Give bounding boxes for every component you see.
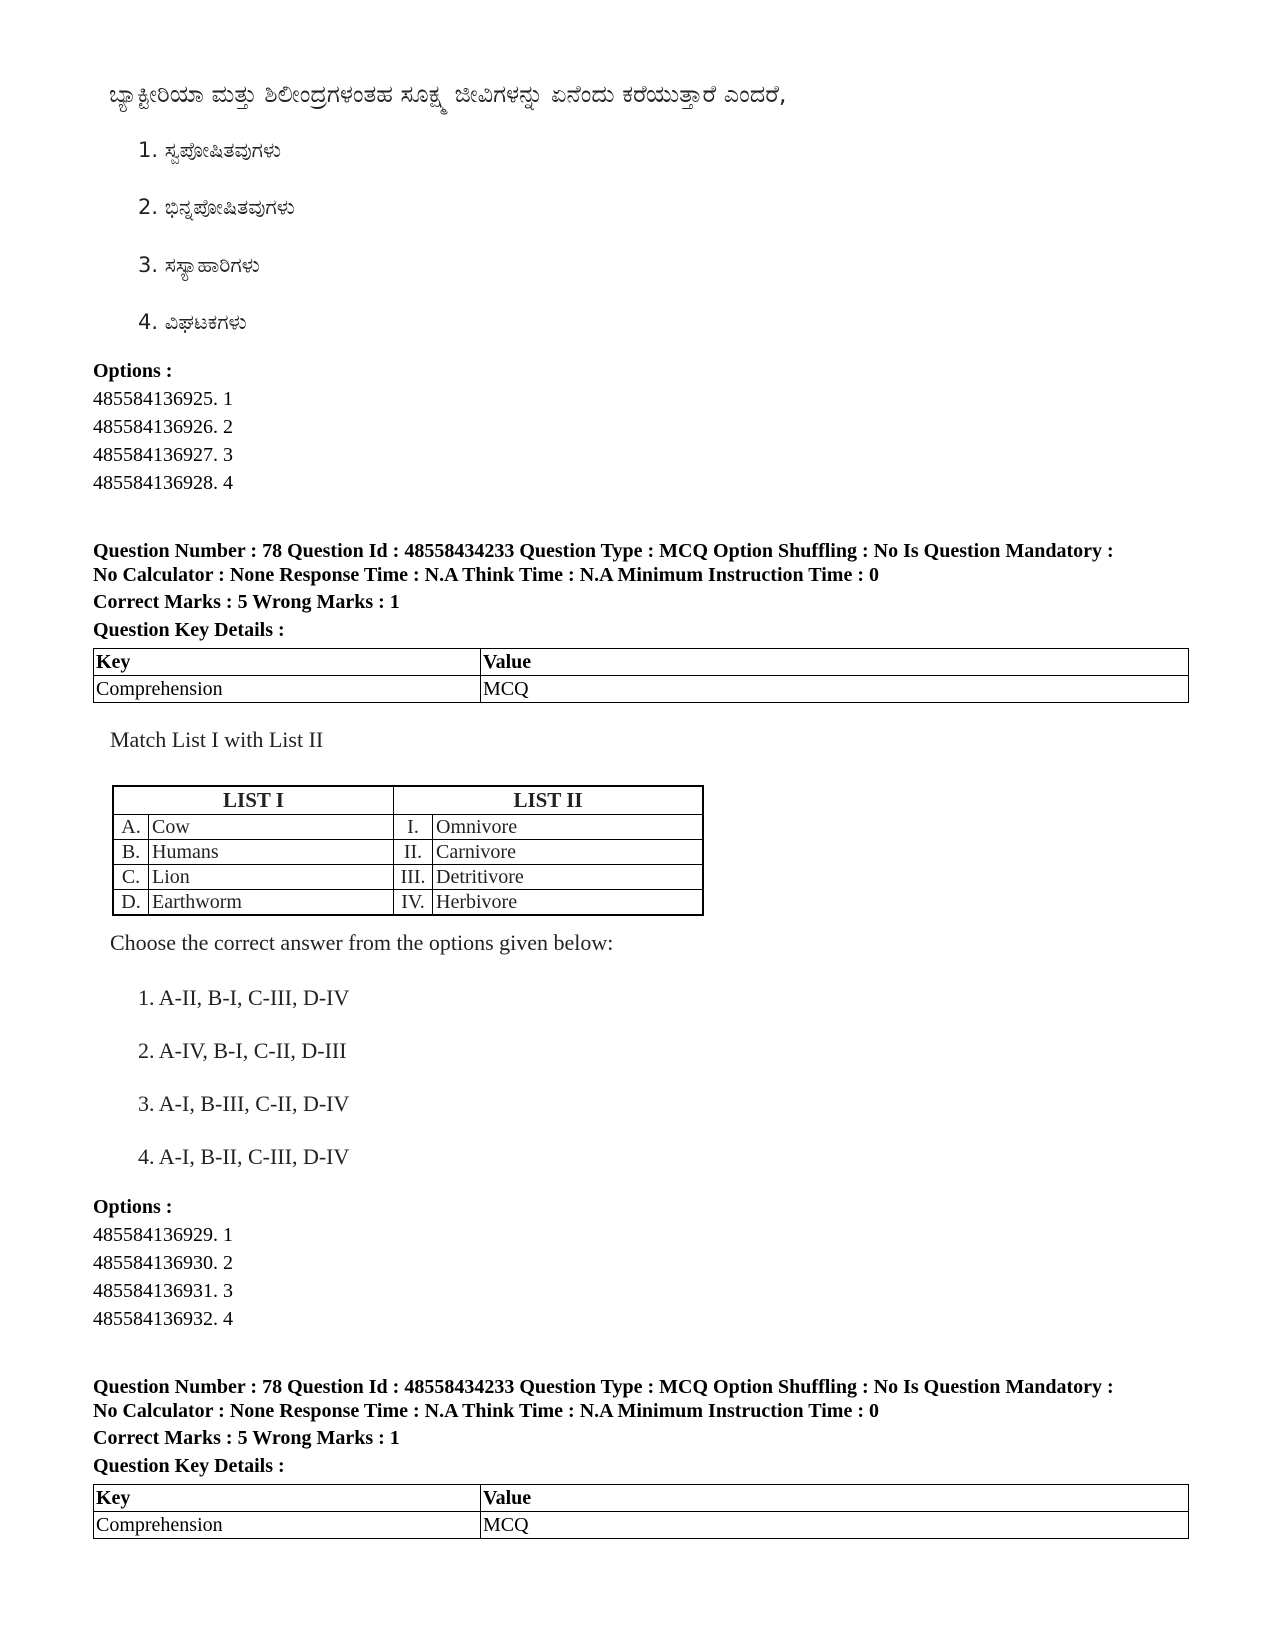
row-letter: A. (113, 815, 149, 840)
options-label: Options : (93, 1196, 173, 1218)
option-line: 485584136931. 3 (93, 1280, 233, 1302)
match-table-header-row (113, 786, 703, 815)
option-line: 485584136928. 4 (93, 472, 233, 494)
match-table-row (113, 815, 703, 840)
row-letter: D. (113, 890, 149, 916)
table-cell-key: Comprehension (94, 1512, 481, 1539)
row-item: Lion (149, 865, 394, 890)
key-value-table (93, 1484, 1189, 1539)
question-stem: ಬ್ಯಾಕ್ಟೀರಿಯಾ ಮತ್ತು ಶಿಲೀಂದ್ರಗಳಂತಹ ಸೂಕ್ಷ್ಮ ಜೀವಿಗಳನ್ನು ಏನೆಂದು ಕರೆಯುತ್ತಾರೆ ಎಂದರೆ, (109, 80, 787, 108)
question-choice-1: 1. ಸ್ವಪೋಷಿತವುಗಳು (138, 138, 282, 162)
table-row (94, 1512, 1189, 1539)
option-line: 485584136930. 2 (93, 1252, 233, 1274)
table-header-row (94, 1485, 1189, 1512)
row-numeral: I. (394, 815, 433, 840)
row-item: Cow (149, 815, 394, 840)
row-letter: C. (113, 865, 149, 890)
options-label: Options : (93, 360, 173, 382)
option-line: 485584136929. 1 (93, 1224, 233, 1246)
question-choice-1: 1. A-II, B-I, C-III, D-IV (138, 985, 350, 1010)
question-instruction: Choose the correct answer from the options given below: (110, 930, 614, 955)
match-table-row (113, 840, 703, 865)
table-cell-value: MCQ (481, 1512, 1189, 1539)
option-line: 485584136932. 4 (93, 1308, 233, 1330)
list-1-header: LIST I (113, 786, 394, 815)
row-match: Carnivore (433, 840, 704, 865)
table-header-key: Key (94, 649, 481, 676)
marks-line: Correct Marks : 5 Wrong Marks : 1 (93, 591, 400, 613)
question-choice-2: 2. ಭಿನ್ನಪೋಷಿತವುಗಳು (138, 195, 295, 219)
question-metadata (93, 1375, 1193, 1423)
table-header-key: Key (94, 1485, 481, 1512)
metadata-line-1: Question Number : 78 Question Id : 48558434233 Question Type : MCQ Option Shuffling : No Is Question Mandatory : (93, 540, 1114, 562)
table-header-value: Value (481, 649, 1189, 676)
row-item: Earthworm (149, 890, 394, 916)
table-row (94, 676, 1189, 703)
option-line: 485584136926. 2 (93, 416, 233, 438)
row-letter: B. (113, 840, 149, 865)
question-choice-2: 2. A-IV, B-I, C-II, D-III (138, 1038, 347, 1063)
row-numeral: II. (394, 840, 433, 865)
question-choice-4: 4. A-I, B-II, C-III, D-IV (138, 1144, 350, 1169)
metadata-line-2: No Calculator : None Response Time : N.A Think Time : N.A Minimum Instruction Time : 0 (93, 564, 879, 586)
row-match: Detritivore (433, 865, 704, 890)
match-table-row (113, 865, 703, 890)
key-details-label: Question Key Details : (93, 1455, 285, 1477)
option-line: 485584136927. 3 (93, 444, 233, 466)
table-header-row (94, 649, 1189, 676)
metadata-line-1: Question Number : 78 Question Id : 48558434233 Question Type : MCQ Option Shuffling : No Is Question Mandatory : (93, 1376, 1114, 1398)
option-line: 485584136925. 1 (93, 388, 233, 410)
key-value-table (93, 648, 1189, 703)
match-list-table (112, 785, 704, 916)
row-match: Omnivore (433, 815, 704, 840)
row-item: Humans (149, 840, 394, 865)
row-numeral: IV. (394, 890, 433, 916)
match-table-row (113, 890, 703, 916)
question-metadata (93, 539, 1193, 587)
marks-line: Correct Marks : 5 Wrong Marks : 1 (93, 1427, 400, 1449)
row-match: Herbivore (433, 890, 704, 916)
row-numeral: III. (394, 865, 433, 890)
table-header-value: Value (481, 1485, 1189, 1512)
question-choice-4: 4. ವಿಘಟಕಗಳು (138, 310, 247, 334)
list-2-header: LIST II (394, 786, 704, 815)
table-cell-key: Comprehension (94, 676, 481, 703)
key-details-label: Question Key Details : (93, 619, 285, 641)
question-stem: Match List I with List II (110, 727, 324, 752)
question-choice-3: 3. ಸಸ್ಯಾಹಾರಿಗಳು (138, 253, 260, 277)
metadata-line-2: No Calculator : None Response Time : N.A Think Time : N.A Minimum Instruction Time : 0 (93, 1400, 879, 1422)
question-choice-3: 3. A-I, B-III, C-II, D-IV (138, 1091, 350, 1116)
table-cell-value: MCQ (481, 676, 1189, 703)
